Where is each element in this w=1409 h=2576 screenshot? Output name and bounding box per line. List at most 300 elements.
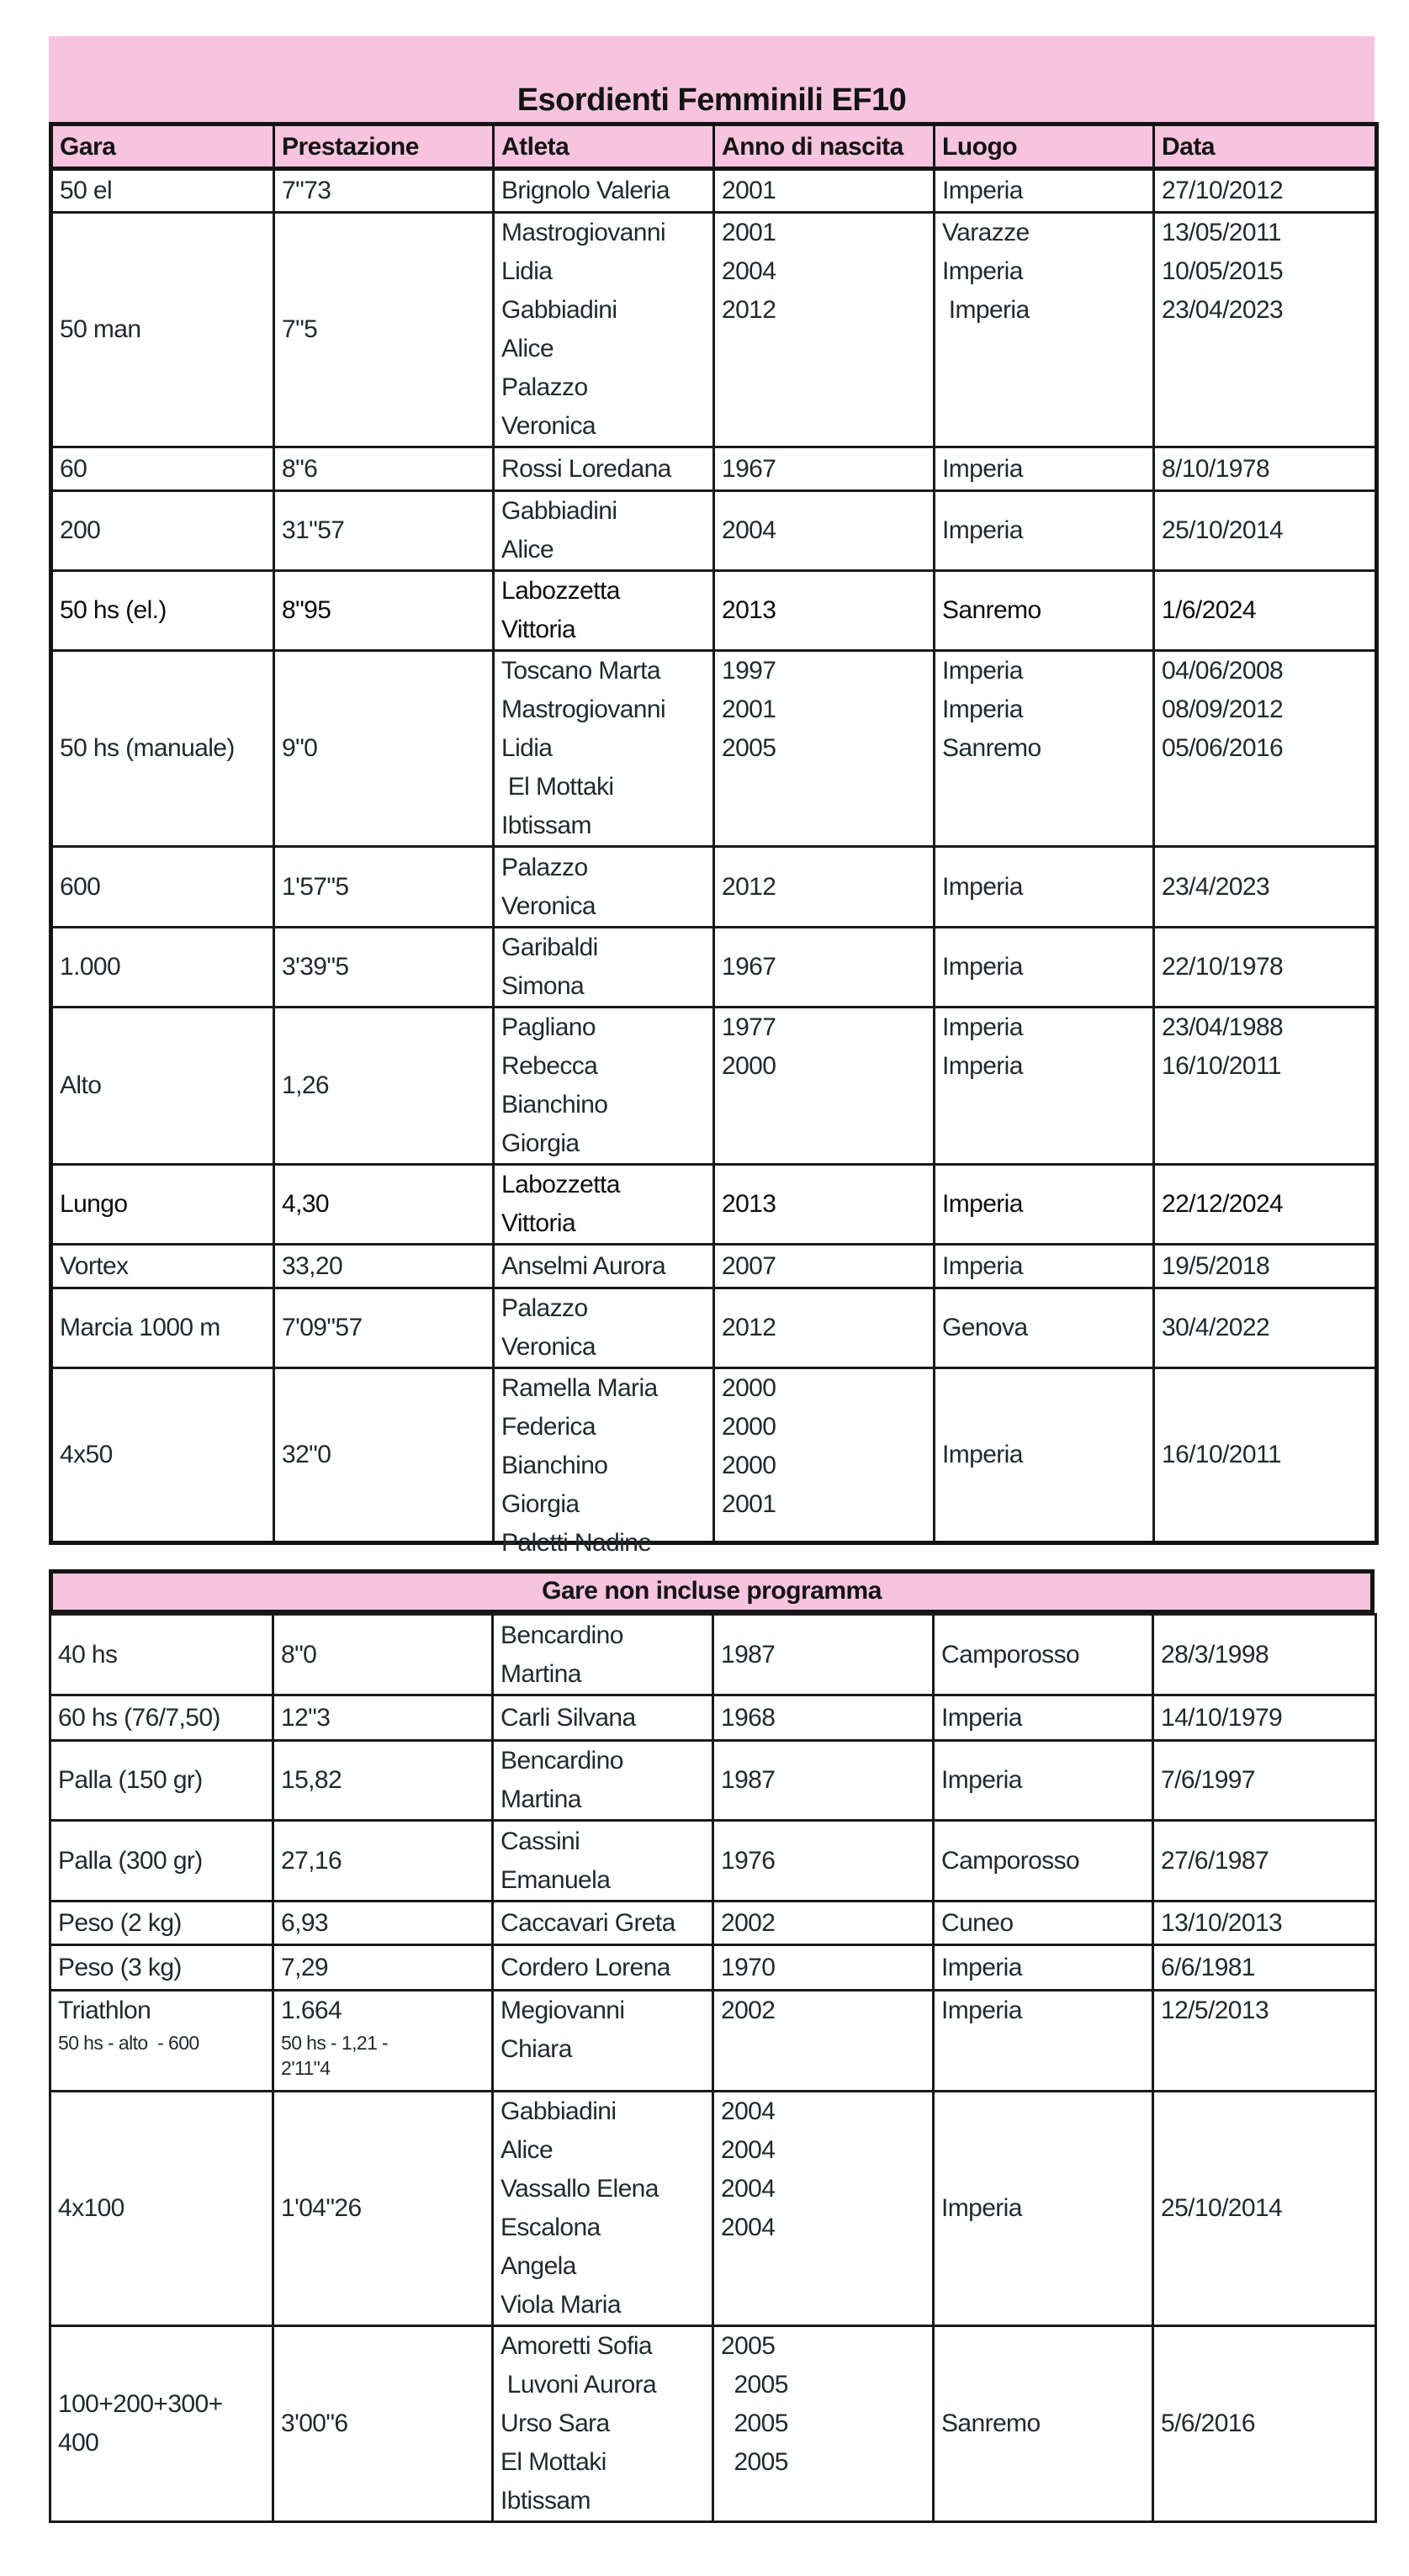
cell-anno-line: 2004 [721, 2175, 776, 2203]
cell-luogo-line: Imperia [942, 657, 1023, 685]
cell-luogo [934, 1991, 1153, 2092]
cell-gara [51, 847, 274, 928]
cell-prestazione [274, 1368, 494, 1543]
cell-prestazione-text: 8"95 [282, 596, 331, 624]
cell-data-line: 13/10/2013 [1161, 1908, 1283, 1937]
cell-data-line: 25/10/2014 [1161, 2194, 1283, 2222]
cell-data-line: 23/4/2023 [1162, 872, 1270, 901]
cell-luogo-line: Imperia [941, 2194, 1022, 2222]
cell-data [1153, 1615, 1376, 1695]
table-row [50, 1991, 1376, 2092]
cell-anno-line: 2007 [722, 1251, 776, 1280]
cell-atleta [493, 1945, 713, 1991]
cell-anno [713, 1615, 934, 1695]
cell-anno-line: 1987 [721, 1766, 776, 1794]
cell-luogo-line: Imperia [941, 1997, 1022, 2024]
cell-anno-line: 1967 [722, 953, 776, 981]
cell-gara [50, 2092, 273, 2326]
cell-anno [713, 1991, 934, 2092]
cell-atleta-line: Anselmi Aurora [501, 1251, 666, 1280]
cell-gara-text: 4x100 [58, 2194, 124, 2222]
cell-anno-line: 2004 [722, 257, 776, 285]
header-prestazione: Prestazione [274, 124, 494, 169]
cell-luogo-line: Imperia [942, 953, 1023, 981]
cell-anno-line: 2013 [722, 596, 776, 624]
cell-anno [713, 1945, 934, 1991]
cell-luogo [934, 1821, 1153, 1902]
cell-luogo [935, 169, 1154, 213]
table-row [50, 1741, 1376, 1821]
cell-data [1153, 2092, 1376, 2326]
cell-data [1154, 571, 1377, 651]
cell-prestazione-text: 7"5 [282, 315, 318, 343]
cell-prestazione-text: 1'57"5 [282, 872, 349, 901]
cell-luogo-line: Imperia [942, 516, 1023, 544]
cell-luogo [934, 1615, 1153, 1695]
table-row [50, 1695, 1376, 1741]
header-row [51, 124, 1377, 169]
cell-gara [51, 491, 274, 571]
cell-atleta-line: Bencardino [501, 1621, 623, 1649]
cell-gara [50, 1695, 273, 1741]
cell-data-line: 23/04/2023 [1162, 296, 1284, 324]
cell-atleta [494, 1165, 714, 1245]
cell-data [1154, 651, 1377, 847]
cell-prestazione [273, 1695, 493, 1741]
cell-anno [713, 2092, 934, 2326]
cell-anno [714, 571, 935, 651]
cell-atleta-line: Palazzo [501, 853, 588, 881]
cell-gara-text: Triathlon [58, 1997, 151, 2024]
cell-data [1154, 1368, 1377, 1543]
cell-atleta-line: Martina [501, 1785, 581, 1813]
cell-atleta-line: Escalona [501, 2214, 601, 2241]
cell-gara [51, 213, 274, 447]
cell-gara [50, 2326, 273, 2522]
cell-atleta [494, 169, 714, 213]
cell-prestazione-text: 7"73 [282, 177, 331, 204]
cell-anno [714, 1288, 935, 1368]
cell-data [1154, 213, 1377, 447]
cell-atleta-line: Labozzetta [501, 1171, 620, 1198]
cell-atleta-line: Caccavari Greta [501, 1908, 675, 1937]
cell-anno-line: 2012 [722, 296, 776, 324]
cell-gara-text: Marcia 1000 m [60, 1314, 220, 1341]
cell-luogo-line: Imperia [942, 257, 1023, 285]
cell-prestazione [274, 213, 494, 447]
cell-gara-text: Peso (3 kg) [58, 1953, 182, 1981]
cell-anno-line: 2013 [722, 1190, 776, 1218]
cell-prestazione-text: 1'04"26 [281, 2194, 362, 2222]
cell-gara-note: 50 hs - alto - 600 [58, 2032, 199, 2054]
cell-luogo-line: Sanremo [942, 596, 1041, 624]
table-row [51, 213, 1377, 447]
cell-anno-line: 2000 [722, 1374, 776, 1402]
cell-anno-line: 1967 [722, 454, 776, 483]
cell-atleta-line: Simona [501, 972, 585, 1000]
cell-prestazione [273, 2092, 493, 2326]
cell-atleta-line: Giorgia [501, 1490, 580, 1518]
cell-prestazione-text: 15,82 [281, 1766, 342, 1794]
cell-atleta-line: Palazzo [501, 373, 588, 401]
cell-prestazione-note: 2'11"4 [281, 2057, 331, 2079]
cell-anno [714, 213, 935, 447]
table-row [51, 571, 1377, 651]
cell-atleta-line: Veronica [501, 891, 596, 920]
cell-luogo-line: Imperia [942, 1251, 1023, 1280]
records-body [51, 169, 1377, 1557]
cell-luogo-line: Imperia [942, 296, 1030, 324]
cell-prestazione-note: 50 hs - 1,21 - [281, 2032, 389, 2054]
records-body [50, 1615, 1376, 2522]
cell-luogo-line: Imperia [942, 872, 1023, 901]
cell-data-line: 19/5/2018 [1162, 1251, 1270, 1280]
cell-anno-line: 2001 [722, 177, 776, 204]
cell-anno [714, 1008, 935, 1165]
table-row [51, 169, 1377, 213]
cell-data-line: 7/6/1997 [1161, 1766, 1255, 1794]
cell-atleta [493, 2326, 713, 2522]
header-anno: Anno di nascita [714, 124, 935, 169]
cell-anno-line: 2005 [721, 2448, 788, 2476]
cell-atleta-line: Alice [501, 335, 554, 362]
cell-atleta-line: El Mottaki [501, 2448, 607, 2476]
cell-prestazione-text: 3'39"5 [282, 953, 349, 981]
cell-data [1154, 447, 1377, 491]
cell-prestazione [274, 1165, 494, 1245]
cell-prestazione [274, 571, 494, 651]
cell-atleta-line: Ramella Maria [501, 1374, 658, 1402]
cell-data-line: 27/6/1987 [1161, 1846, 1269, 1875]
cell-data-line: 23/04/1988 [1162, 1013, 1284, 1041]
cell-anno-line: 2004 [721, 2136, 776, 2164]
table-title-band [49, 36, 1375, 122]
cell-gara-text: Palla (150 gr) [58, 1766, 203, 1794]
cell-gara-text: 50 hs (manuale) [60, 734, 235, 762]
table-title: Gare non incluse programma [542, 1577, 882, 1605]
cell-anno-line: 2002 [721, 1908, 776, 1937]
cell-atleta-line: Lidia [501, 734, 553, 762]
cell-atleta-line: Paletti Nadine [501, 1529, 652, 1557]
table-row [50, 1945, 1376, 1991]
cell-anno-line: 1968 [721, 1703, 776, 1732]
cell-luogo-line: Sanremo [942, 734, 1041, 762]
cell-atleta-line: Alice [501, 2136, 554, 2164]
cell-anno-line: 1976 [721, 1846, 776, 1875]
table-row [51, 447, 1377, 491]
cell-anno-line: 2001 [722, 219, 776, 246]
cell-prestazione [274, 447, 494, 491]
cell-prestazione-text: 4,30 [282, 1190, 329, 1218]
cell-luogo-line: Imperia [941, 1703, 1022, 1732]
cell-atleta-line: Bianchino [501, 1091, 608, 1119]
cell-luogo [935, 213, 1154, 447]
cell-data-line: 25/10/2014 [1162, 516, 1284, 544]
cell-luogo-line: Sanremo [941, 2409, 1041, 2437]
cell-data [1154, 1165, 1377, 1245]
cell-atleta-line: Amoretti Sofia [501, 2332, 653, 2360]
cell-gara [51, 447, 274, 491]
cell-luogo [935, 447, 1154, 491]
cell-luogo-line: Imperia [941, 1766, 1022, 1794]
cell-atleta-line: Alice [501, 536, 554, 563]
cell-gara-text: Alto [60, 1071, 102, 1099]
table-row [51, 1368, 1377, 1543]
table-row [51, 847, 1377, 928]
table-title: Esordienti Femminili EF10 [516, 82, 907, 118]
cell-atleta-line: Viola Maria [501, 2291, 621, 2319]
table-row [50, 1615, 1376, 1695]
cell-atleta [494, 847, 714, 928]
cell-prestazione-text: 27,16 [281, 1846, 342, 1875]
cell-atleta-line: Giorgia [501, 1129, 580, 1157]
cell-atleta [493, 1902, 713, 1945]
cell-luogo-line: Imperia [942, 1013, 1023, 1041]
cell-data [1154, 928, 1377, 1008]
cell-atleta-line: Angela [501, 2252, 576, 2280]
cell-data-line: 16/10/2011 [1162, 1441, 1281, 1468]
cell-data-line: 27/10/2012 [1162, 177, 1284, 204]
table-row [51, 1008, 1377, 1165]
header-data: Data [1154, 124, 1377, 169]
cell-atleta [494, 1245, 714, 1288]
cell-gara [51, 571, 274, 651]
cell-prestazione [274, 1245, 494, 1288]
cell-data-line: 1/6/2024 [1162, 596, 1256, 624]
cell-data [1153, 1902, 1376, 1945]
cell-gara [50, 1615, 273, 1695]
cell-prestazione [274, 1288, 494, 1368]
cell-atleta [494, 1288, 714, 1368]
cell-gara-text: 600 [60, 872, 101, 901]
cell-atleta [494, 447, 714, 491]
cell-data [1154, 1245, 1377, 1288]
table-row [50, 2092, 1376, 2326]
cell-luogo-line: Cuneo [941, 1908, 1014, 1937]
cell-atleta-line: Emanuela [501, 1865, 611, 1894]
cell-atleta-line: Toscano Marta [501, 657, 660, 685]
cell-anno-line: 2004 [721, 2214, 776, 2241]
cell-atleta-line: Cordero Lorena [501, 1953, 670, 1981]
cell-anno [714, 928, 935, 1008]
cell-atleta-line: Veronica [501, 1333, 596, 1361]
cell-anno-line: 2002 [721, 1997, 776, 2024]
cell-prestazione-text: 8"0 [281, 1640, 317, 1669]
cell-gara-text: 50 hs (el.) [60, 596, 167, 624]
table-row [51, 1245, 1377, 1288]
cell-atleta [494, 491, 714, 571]
table-row [51, 1288, 1377, 1368]
cell-prestazione [274, 928, 494, 1008]
cell-data [1153, 1741, 1376, 1821]
cell-data-line: 13/05/2011 [1162, 219, 1281, 246]
cell-anno-line: 1977 [722, 1013, 776, 1041]
cell-gara [51, 1008, 274, 1165]
cell-gara-text: 60 [60, 454, 87, 483]
cell-prestazione-text: 8"6 [282, 454, 318, 483]
cell-atleta-line: Brignolo Valeria [501, 177, 670, 204]
cell-atleta [493, 1741, 713, 1821]
cell-data-line: 5/6/2016 [1161, 2409, 1255, 2437]
cell-anno-line: 1987 [721, 1640, 776, 1669]
cell-anno [714, 447, 935, 491]
cell-gara [51, 1368, 274, 1543]
cell-prestazione-text: 12"3 [281, 1703, 331, 1732]
cell-luogo-line: Imperia [942, 1190, 1023, 1218]
cell-data-line: 16/10/2011 [1162, 1052, 1281, 1080]
cell-anno [713, 1695, 934, 1741]
cell-anno-line: 2012 [722, 872, 776, 901]
cell-atleta-line: Bencardino [501, 1747, 623, 1775]
cell-gara [51, 651, 274, 847]
cell-data-line: 22/12/2024 [1162, 1190, 1284, 1218]
cell-data [1153, 2326, 1376, 2522]
cell-anno-line: 2001 [722, 696, 776, 723]
cell-data-line: 8/10/1978 [1162, 454, 1270, 483]
cell-luogo [935, 491, 1154, 571]
cell-atleta-line: Chiara [501, 2035, 572, 2063]
cell-gara-text: 1.000 [60, 953, 121, 981]
cell-anno [714, 1368, 935, 1543]
cell-atleta [493, 1991, 713, 2092]
cell-atleta-line: Rebecca [501, 1052, 598, 1080]
cell-luogo [935, 1008, 1154, 1165]
cell-atleta-line: Lidia [501, 257, 553, 285]
cell-data-line: 14/10/1979 [1161, 1703, 1283, 1732]
cell-prestazione [273, 1991, 493, 2092]
cell-anno [713, 2326, 934, 2522]
cell-anno [714, 651, 935, 847]
cell-prestazione-text: 6,93 [281, 1908, 328, 1937]
cell-gara-text: 50 el [60, 177, 113, 204]
cell-anno [714, 1245, 935, 1288]
cell-luogo [935, 1245, 1154, 1288]
cell-luogo [934, 1741, 1153, 1821]
cell-atleta [493, 2092, 713, 2326]
cell-prestazione [274, 169, 494, 213]
cell-atleta [493, 1615, 713, 1695]
cell-atleta-line: Pagliano [501, 1013, 596, 1041]
cell-atleta-line: Ibtissam [501, 812, 591, 839]
records-table-extra [49, 1569, 1375, 2523]
cell-luogo-line: Genova [942, 1314, 1028, 1341]
cell-luogo [935, 1165, 1154, 1245]
cell-gara [50, 1902, 273, 1945]
cell-luogo-line: Camporosso [941, 1846, 1080, 1875]
cell-gara [51, 169, 274, 213]
cell-prestazione [274, 1008, 494, 1165]
cell-gara-text: Lungo [60, 1190, 128, 1218]
records-grid [49, 122, 1379, 1557]
cell-atleta-line: Gabbiadini [501, 497, 617, 525]
cell-data [1153, 1695, 1376, 1741]
cell-prestazione [274, 847, 494, 928]
cell-data-line: 04/06/2008 [1162, 657, 1284, 685]
cell-luogo-line: Imperia [942, 1052, 1023, 1080]
cell-gara-text: 4x50 [60, 1441, 113, 1468]
cell-prestazione-text: 1,26 [282, 1071, 329, 1099]
cell-gara-text: 60 hs (76/7,50) [58, 1703, 220, 1732]
cell-prestazione [273, 1741, 493, 1821]
records-table-main [49, 36, 1375, 1557]
cell-anno [713, 1741, 934, 1821]
cell-prestazione-text: 1.664 [281, 1997, 342, 2024]
cell-gara [51, 1245, 274, 1288]
cell-luogo-line: Camporosso [941, 1640, 1080, 1669]
cell-anno [714, 1165, 935, 1245]
cell-data-line: 28/3/1998 [1161, 1640, 1269, 1669]
cell-prestazione [273, 1902, 493, 1945]
cell-luogo-line: Imperia [941, 1953, 1022, 1981]
table-row [50, 1821, 1376, 1902]
cell-atleta [494, 651, 714, 847]
cell-luogo [935, 651, 1154, 847]
cell-data [1153, 1991, 1376, 2092]
cell-luogo [935, 1368, 1154, 1543]
cell-gara [51, 928, 274, 1008]
cell-atleta [494, 1008, 714, 1165]
cell-luogo [935, 1288, 1154, 1368]
cell-data-line: 30/4/2022 [1162, 1314, 1270, 1341]
cell-anno-line: 2004 [722, 516, 776, 544]
cell-anno-line: 2005 [721, 2371, 788, 2399]
cell-data-line: 22/10/1978 [1162, 953, 1284, 981]
cell-anno-line: 1997 [722, 657, 776, 685]
cell-atleta-line: Labozzetta [501, 577, 620, 605]
cell-prestazione [273, 2326, 493, 2522]
records-grid [49, 1613, 1377, 2523]
cell-data [1154, 169, 1377, 213]
cell-luogo-line: Imperia [942, 696, 1023, 723]
cell-atleta [493, 1821, 713, 1902]
cell-atleta-line: Gabbiadini [501, 2097, 617, 2125]
cell-prestazione [273, 1821, 493, 1902]
cell-gara-text: 40 hs [58, 1640, 118, 1669]
cell-atleta-line: Vittoria [501, 1209, 576, 1237]
cell-atleta-line: Vassallo Elena [501, 2175, 659, 2203]
cell-gara-text: Vortex [60, 1251, 129, 1280]
cell-prestazione [273, 1945, 493, 1991]
cell-atleta-line: Garibaldi [501, 934, 598, 961]
cell-luogo [934, 2326, 1153, 2522]
cell-gara-text: 200 [60, 516, 101, 544]
cell-atleta-line: Ibtissam [501, 2487, 591, 2515]
cell-luogo-line: Imperia [942, 454, 1023, 483]
cell-anno-line: 2005 [721, 2332, 776, 2360]
cell-atleta-line: Carli Silvana [501, 1703, 636, 1732]
cell-gara [51, 1165, 274, 1245]
cell-prestazione-text: 3'00"6 [281, 2409, 348, 2437]
cell-gara [50, 1945, 273, 1991]
cell-anno-line: 2000 [722, 1452, 776, 1479]
cell-anno [713, 1902, 934, 1945]
cell-luogo [934, 1695, 1153, 1741]
cell-prestazione-text: 33,20 [282, 1251, 343, 1280]
cell-prestazione [273, 1615, 493, 1695]
cell-atleta-line: Vittoria [501, 616, 576, 643]
cell-gara [50, 1821, 273, 1902]
cell-prestazione-text: 31"57 [282, 516, 345, 544]
cell-anno [713, 1821, 934, 1902]
cell-luogo [934, 1945, 1153, 1991]
cell-luogo [934, 1902, 1153, 1945]
cell-data-line: 05/06/2016 [1162, 734, 1284, 762]
cell-data-line: 12/5/2013 [1161, 1997, 1269, 2024]
cell-gara [51, 1288, 274, 1368]
cell-prestazione-text: 7,29 [281, 1953, 328, 1981]
cell-atleta-line: Martina [501, 1659, 581, 1688]
cell-prestazione [274, 491, 494, 571]
